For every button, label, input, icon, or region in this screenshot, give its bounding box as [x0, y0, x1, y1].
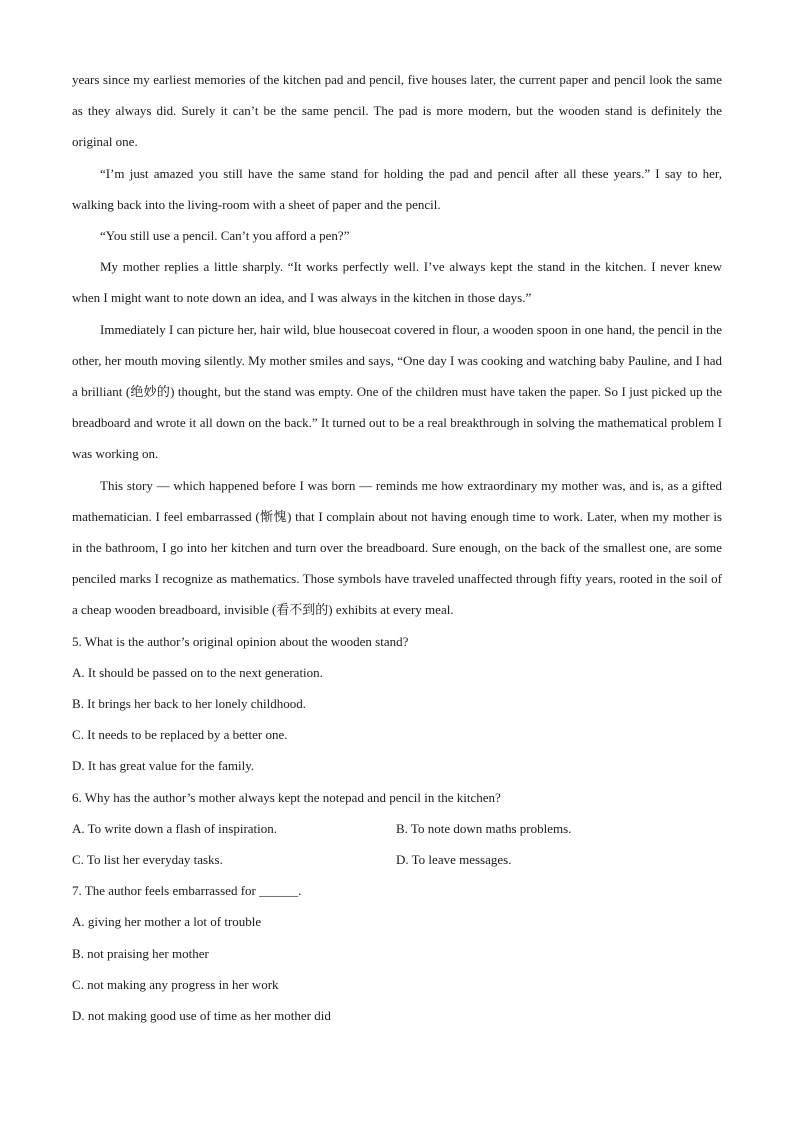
question-5-stem: 5. What is the author’s original opinion about the wooden stand? [72, 633, 409, 649]
question-7-option-d: D. not making good use of time as her mother did [72, 1008, 331, 1024]
question-6-options-row-1 [72, 813, 722, 844]
question-7-stem: 7. The author feels embarrassed for ______. [72, 883, 302, 899]
question-6-option-b: B. To note down maths problems. [396, 820, 572, 836]
passage-paragraph-5: Immediately I can picture her, hair wild, blue housecoat covered in flour, a wooden spoon in one hand, the pencil in the other, her mouth moving silently. My mother smiles and says, “One day I was cooking and watching baby Pauline, and I had a brilliant (绝妙的) thought, but the stand was empty. One of the children must have taken the paper. So I just picked up the breadboard and wrote it all down on the back.” It turned out to be a real breakthrough in solving the mathematical problem I was working on. [72, 321, 722, 462]
passage-paragraph-1: years since my earliest memories of the kitchen pad and pencil, five houses later, the current paper and pencil look the same as they always did. Surely it can’t be the same pencil. The pad is more modern, but the wooden stand is definitely the original one. [72, 72, 722, 150]
question-7-option-a: A. giving her mother a lot of trouble [72, 914, 262, 930]
question-7-option-b: B. not praising her mother [72, 945, 209, 961]
question-6-option-d: D. To leave messages. [396, 852, 512, 868]
question-7-option-c: C. not making any progress in her work [72, 976, 279, 992]
question-6-option-a: A. To write down a flash of inspiration. [72, 820, 278, 836]
question-6-option-c: C. To list her everyday tasks. [72, 852, 223, 868]
question-6-stem: 6. Why has the author’s mother always kept the notepad and pencil in the kitchen? [72, 789, 501, 805]
passage-paragraph-2: “I’m just amazed you still have the same stand for holding the pad and pencil after all these years.” I say to her, walking back into the living-room with a sheet of paper and the pencil. [72, 165, 722, 212]
question-5-option-c: C. It needs to be replaced by a better one. [72, 727, 288, 743]
question-5-option-d: D. It has great value for the family. [72, 758, 255, 774]
passage-paragraph-3: “You still use a pencil. Can’t you afford a pen?” [100, 228, 350, 244]
passage-paragraph-6: This story — which happened before I was born — reminds me how extraordinary my mother was, and is, as a gifted mathematician. I feel embarrassed (惭愧) that I complain about not having enough time to work. Later, when my mother is in the bathroom, I go into her kitchen and turn over the breadboard. Sure enough, on the back of the smallest one, are some penciled marks I recognize as mathematics. Those symbols have traveled unaffected through fifty years, rooted in the soil of a cheap wooden breadboard, invisible (看不到的) exhibits at every meal. [72, 477, 722, 618]
question-5-option-a: A. It should be passed on to the next generation. [72, 664, 323, 680]
question-6-options-row-2 [72, 844, 722, 875]
passage-paragraph-4: My mother replies a little sharply. “It works perfectly well. I’ve always kept the stand in the kitchen. I never knew when I might want to note down an idea, and I was always in the kitchen in those days.” [72, 259, 722, 306]
question-5-option-b: B. It brings her back to her lonely childhood. [72, 696, 306, 712]
